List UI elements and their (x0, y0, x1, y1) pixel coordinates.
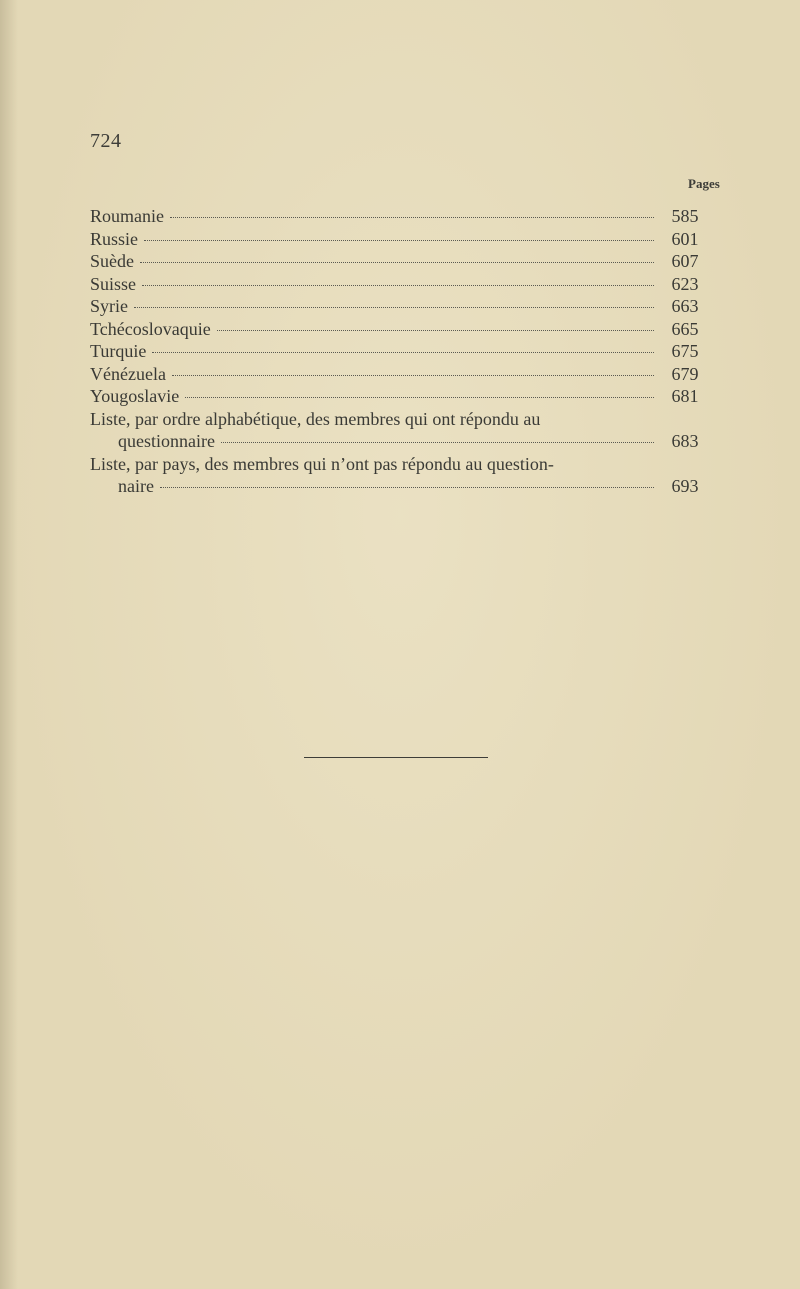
entry-label: Tchécoslovaquie (90, 318, 211, 339)
toc-entry (90, 340, 710, 363)
entry-page: 675 (671, 341, 699, 361)
dot-leader (144, 240, 654, 241)
entry-label: Syrie (90, 296, 128, 316)
entry-label: Turquie (90, 341, 147, 361)
toc-entry-line1 (90, 408, 710, 431)
table-of-contents (90, 205, 710, 498)
dot-leader (134, 307, 654, 308)
dot-leader (185, 397, 654, 398)
toc-entry (90, 385, 710, 408)
toc-entry-line1 (90, 453, 710, 476)
entry-page: 693 (671, 476, 699, 496)
entry-label-continued: questionnaire (118, 431, 215, 451)
page-number: 724 (90, 130, 122, 152)
entry-label: Suède (90, 251, 134, 271)
dot-leader (221, 442, 654, 443)
entry-label: Vénézuela (90, 363, 166, 384)
pages-column-header: Pages (688, 176, 720, 191)
toc-entry (90, 295, 710, 318)
entry-page: 585 (671, 206, 699, 226)
entry-label: Liste, par pays, des membres qui n’ont pas répondu au question- (90, 453, 554, 474)
toc-entry (90, 228, 710, 251)
entry-label-continued: naire (118, 476, 154, 496)
dot-leader (170, 217, 654, 218)
entry-label: Liste, par ordre alphabétique, des membres qui ont répondu au (90, 408, 541, 429)
toc-entry-line2 (90, 475, 710, 498)
toc-entry (90, 250, 710, 273)
dot-leader (172, 375, 654, 376)
entry-page: 665 (671, 318, 699, 339)
dot-leader (160, 487, 654, 488)
entry-page: 681 (671, 386, 699, 406)
dot-leader (217, 330, 654, 331)
entry-label: Roumanie (90, 206, 164, 226)
section-divider-rule (304, 757, 488, 758)
toc-entry-line2 (90, 430, 710, 453)
dot-leader (140, 262, 654, 263)
toc-entry (90, 318, 710, 341)
entry-page: 623 (671, 273, 699, 294)
entry-page: 679 (671, 363, 699, 384)
toc-entry (90, 363, 710, 386)
entry-page: 607 (671, 251, 699, 271)
dot-leader (152, 352, 654, 353)
entry-page: 683 (671, 431, 699, 451)
entry-label: Yougoslavie (90, 386, 180, 406)
entry-label: Suisse (90, 273, 137, 294)
entry-page: 663 (671, 296, 699, 316)
toc-entry (90, 205, 710, 228)
entry-page: 601 (671, 228, 699, 249)
dot-leader (142, 285, 654, 286)
entry-label: Russie (90, 228, 139, 249)
toc-entry (90, 273, 710, 296)
